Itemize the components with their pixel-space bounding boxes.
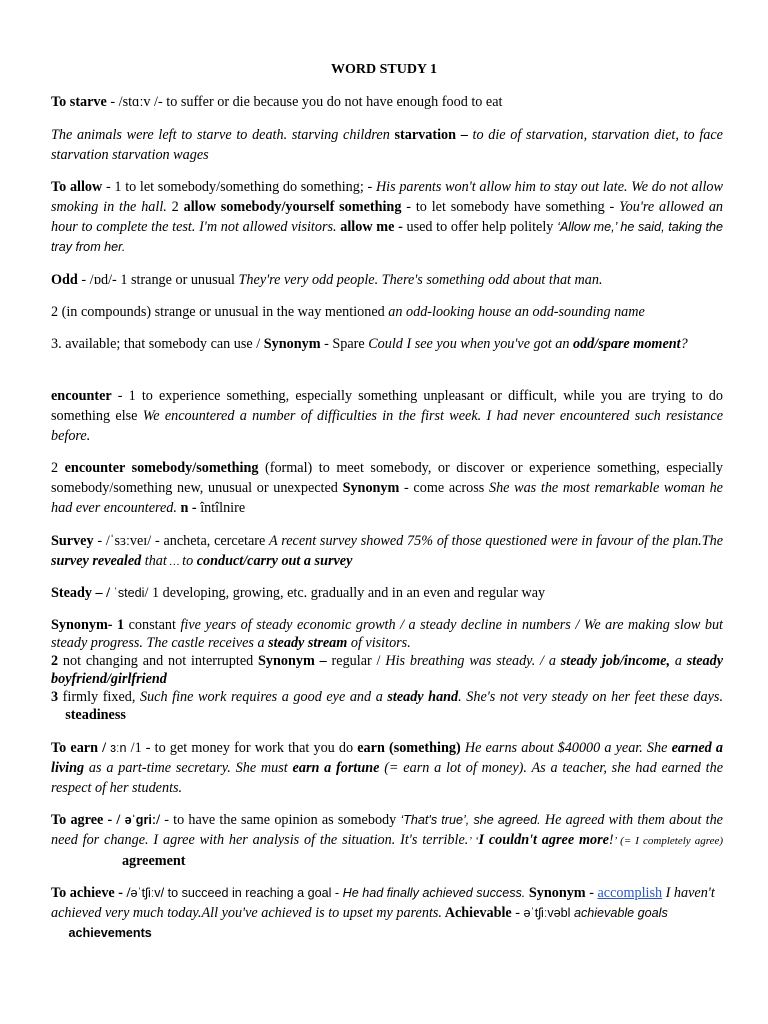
headword: encounter xyxy=(51,388,112,404)
entry-odd: Odd - /ɒd/- 1 strange or unusual They're very odd people. There's something odd about that man. xyxy=(51,272,603,288)
headword: To achieve - / xyxy=(51,885,131,901)
entry-starve-examples: The animals were left to starve to death. starving children starvation – to die of starvation, starvation diet, to face starvation starvation wages xyxy=(51,127,723,163)
entry-encounter: encounter - 1 to experience something, especially something unpleasant or difficult, while you are trying to do something else We encountered a number of difficulties in the first week. I had never encountered such resistance before. xyxy=(51,388,723,444)
headword: To earn / xyxy=(51,740,111,756)
entry-earn: To earn / ɜːn /1 - to get money for work that you do earn (something) He earns about $40000 a year. She earned a living as a part-time secretary. She must earn a fortune (= earn a lot of money). As a teacher, she had earned the respect of her students. xyxy=(51,740,723,796)
entry-survey: Survey - /ˈsɜːveɪ/ - ancheta, cercetare A recent survey showed 75% of those questioned were in favour of the plan.The survey revealed that … to conduct/carry out a survey xyxy=(51,533,723,569)
headword: To agree - / xyxy=(51,812,125,828)
entry-odd-3: 3. available; that somebody can use / Synonym - Spare Could I see you when you've got an odd/spare moment? xyxy=(51,336,688,352)
entry-achieve: To achieve - /əˈtʃiːv/ to succeed in reaching a goal - He had finally achieved success. Synonym - accomplish I haven't achieved very much today.All you've achieved is to upset my parents. Achievable - əˈtʃiːvəbl achievable goals achievements xyxy=(51,885,715,940)
entry-encounter-2: 2 encounter somebody/something (formal) to meet somebody, or discover or experience something, especially somebody/something new, unusual or unexpected Synonym - come across She was the most remarkable woman he had ever encountered. n - întîlnire xyxy=(51,460,724,516)
entry-steady-senses: Synonym- 1 constant five years of steady economic growth / a steady decline in numbers / We are making slow but steady progress. The castle receives a steady stream of visitors. 2 not changing and not interrupted Synonym – regular / His breathing was steady. / a steady job/income, a steady boyfriend/girlfriend 3 firmly fixed, Such fine work requires a good eye and a steady hand. She's not very steady on her feet these days. steadiness xyxy=(51,617,723,723)
entry-agree: To agree - / əˈɡriː/ - to have the same opinion as somebody ‘That's true’, she agreed. He agreed with them about the need for change. I agree with her analysis of the situation. It's terrible.’ ‘I couldn't agree more!’ (= I completely agree) agreement xyxy=(51,812,724,869)
entry-allow: To allow - 1 to let somebody/something do something; - His parents won't allow him to stay out late. We do not allow smoking in the hall. 2 allow somebody/yourself something - to let somebody have something - You're allowed an hour to complete the test. I'm not allowed visitors. allow me - used to offer help politely ‘Allow me,’ he said, taking the tray from her. xyxy=(51,179,724,254)
headword: To starve xyxy=(51,94,107,110)
page-title: WORD STUDY 1 xyxy=(330,62,438,77)
entry-odd-2: 2 (in compounds) strange or unusual in the way mentioned an odd-looking house an odd-sounding name xyxy=(51,304,645,320)
entry-steady: Steady – / ˈstedi/ 1 developing, growing, etc. gradually and in an even and regular way xyxy=(51,585,546,601)
entry-starve: To starve - /stɑːv /- to suffer or die because you do not have enough food to eat xyxy=(51,94,503,110)
accomplish-link[interactable]: accomplish xyxy=(597,885,663,901)
headword: Survey xyxy=(51,533,94,549)
headword: Odd xyxy=(51,272,78,288)
headword: To allow xyxy=(51,179,103,195)
headword: Steady – / xyxy=(51,585,114,601)
